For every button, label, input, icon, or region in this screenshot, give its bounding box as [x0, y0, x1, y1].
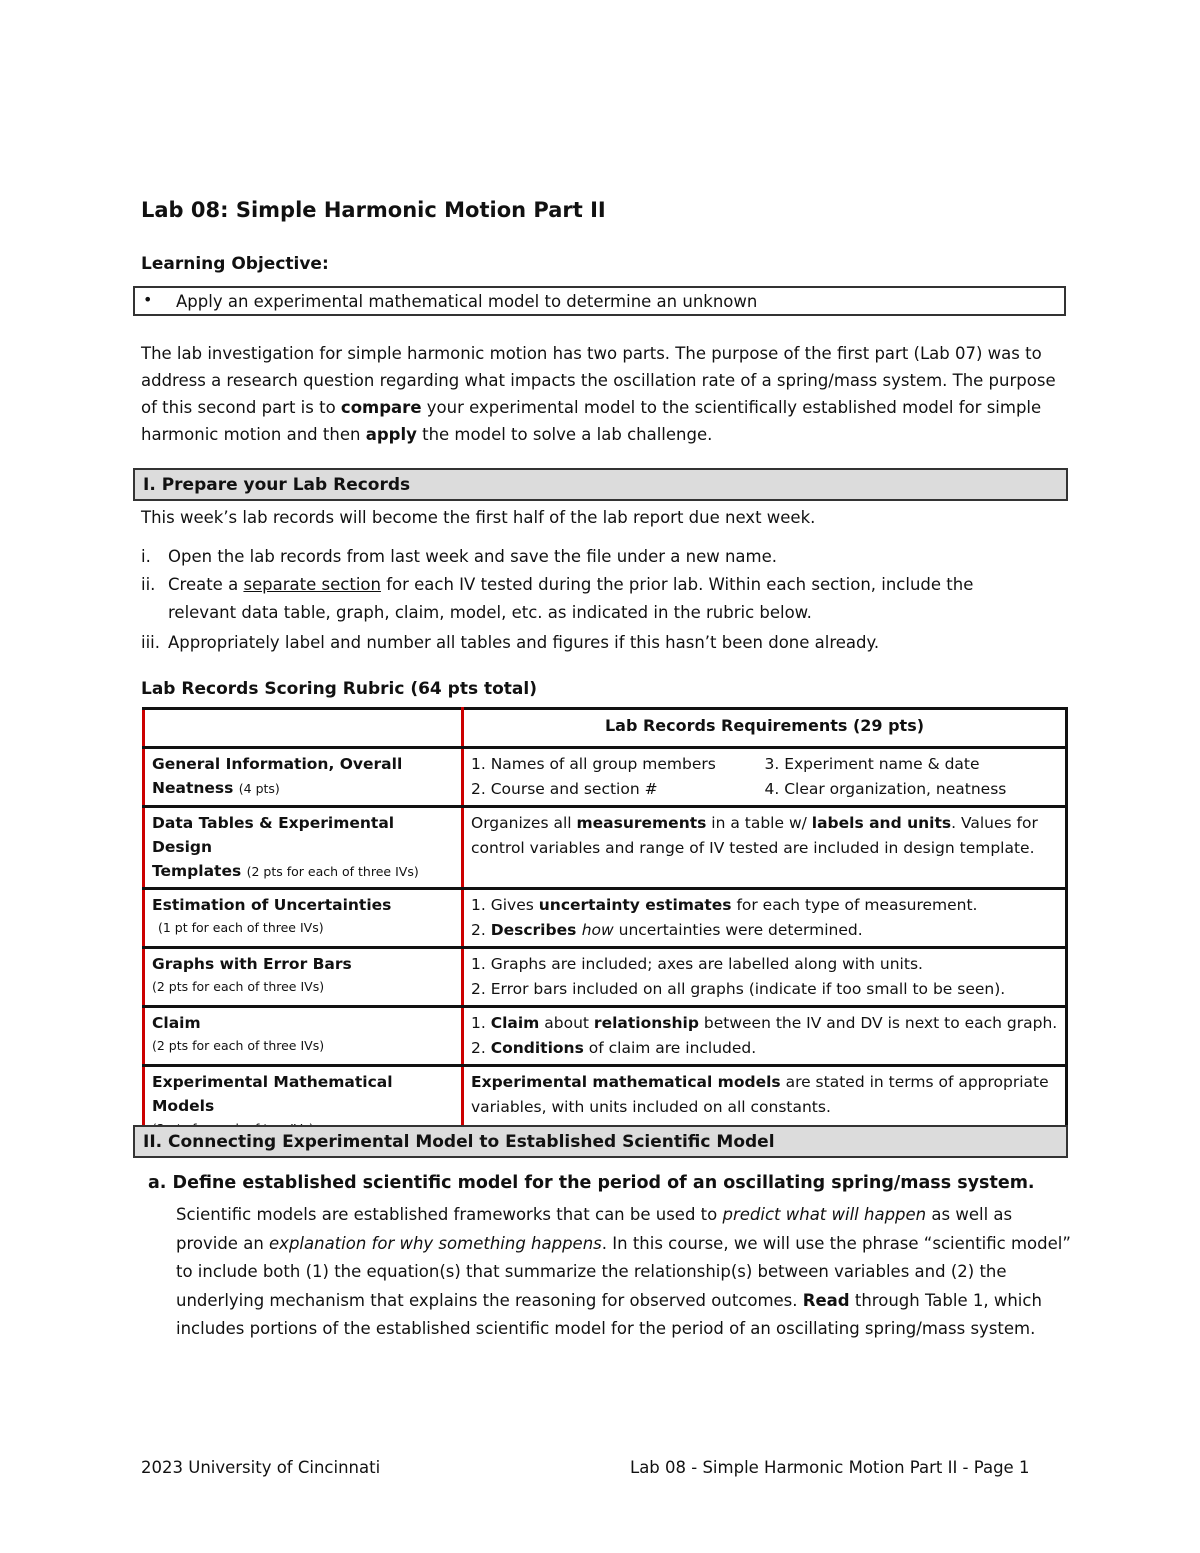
rubric-requirement: 1. Graphs are included; axes are labelled along with units. 2. Error bars included on all graphs (indicate if too small to be seen). [463, 948, 1067, 1007]
rubric-requirement: 1. Names of all group members 3. Experiment name & date 2. Course and section # 4. Clear organization, neatness [463, 748, 1067, 807]
bullet-icon: • [143, 290, 153, 309]
rubric-criterion: Estimation of Uncertainties (1 pt for each of three IVs) [144, 889, 463, 948]
subsection-a-heading: a. Define established scientific model for the period of an oscillating spring/mass system. [148, 1173, 1035, 1193]
section-heading-prepare: I. Prepare your Lab Records [133, 468, 1068, 501]
section-heading-connecting: II. Connecting Experimental Model to Established Scientific Model [133, 1125, 1068, 1158]
learning-objective-item: Apply an experimental mathematical model to determine an unknown [176, 292, 758, 311]
list-item: ii. Create a separate section for each IV tested during the prior lab. Within each section, include the relevant data table, graph, claim, model, etc. as indicated in the rubric below. [141, 575, 974, 622]
rubric-criterion: General Information, Overall Neatness (4 pts) [144, 748, 463, 807]
rubric-criterion: Claim (2 pts for each of three IVs) [144, 1007, 463, 1066]
rubric-requirement: 1. Gives uncertainty estimates for each type of measurement. 2. Describes how uncertainties were determined. [463, 889, 1067, 948]
rubric-requirement: Organizes all measurements in a table w/ labels and units. Values for control variables and range of IV tested are included in design template. [463, 807, 1067, 889]
rubric-header: Lab Records Requirements (29 pts) [463, 709, 1067, 748]
table-row [144, 709, 1067, 748]
rubric-requirement: 1. Claim about relationship between the IV and DV is next to each graph. 2. Conditions of claim are included. [463, 1007, 1067, 1066]
table-row [144, 1007, 1067, 1066]
rubric-requirement: Experimental mathematical models are stated in terms of appropriate variables, with units included on all constants. [463, 1066, 1067, 1145]
rubric-header-blank [144, 709, 463, 748]
footer-left: 2023 University of Cincinnati [141, 1458, 381, 1477]
table-row [144, 948, 1067, 1007]
table-row [144, 807, 1067, 889]
rubric-criterion: Data Tables & Experimental Design Templates (2 pts for each of three IVs) [144, 807, 463, 889]
list-item: iii. Appropriately label and number all tables and figures if this hasn’t been done already. [141, 633, 880, 652]
table-row [144, 748, 1067, 807]
page-title: Lab 08: Simple Harmonic Motion Part II [141, 198, 606, 222]
section1-lead: This week’s lab records will become the first half of the lab report due next week. [141, 508, 816, 527]
rubric-title: Lab Records Scoring Rubric (64 pts total) [141, 679, 538, 699]
rubric-criterion: Experimental Mathematical Models [144, 1066, 463, 1145]
subsection-a-paragraph: Scientific models are established frameworks that can be used to predict what will happen as well as provide an explanation for why something happens. In this course, we will use the phrase “scientific model” to include both (1) the equation(s) that summarize the relationship(s) between variables and (2) the underlying mechanism that explains the reasoning for observed outcomes. Read through Table 1, which includes portions of the established scientific model for the period of an oscillating spring/mass system. [176, 1205, 1071, 1338]
footer-right: Lab 08 - Simple Harmonic Motion Part II - Page 1 [630, 1458, 1030, 1477]
table-row [144, 889, 1067, 948]
rubric-criterion: Graphs with Error Bars (2 pts for each of three IVs) [144, 948, 463, 1007]
learning-objective-label: Learning Objective: [141, 254, 329, 274]
learning-objective-box [133, 286, 1066, 316]
list-item: i. Open the lab records from last week and save the file under a new name. [141, 547, 778, 566]
rubric-table [142, 707, 1068, 1146]
intro-paragraph: The lab investigation for simple harmonic motion has two parts. The purpose of the first part (Lab 07) was to address a research question regarding what impacts the oscillation rate of a spring/mass system. The purpose of this second part is to compare your experimental model to the scientifically established model for simple harmonic motion and then apply the model to solve a lab challenge. [141, 344, 1056, 444]
